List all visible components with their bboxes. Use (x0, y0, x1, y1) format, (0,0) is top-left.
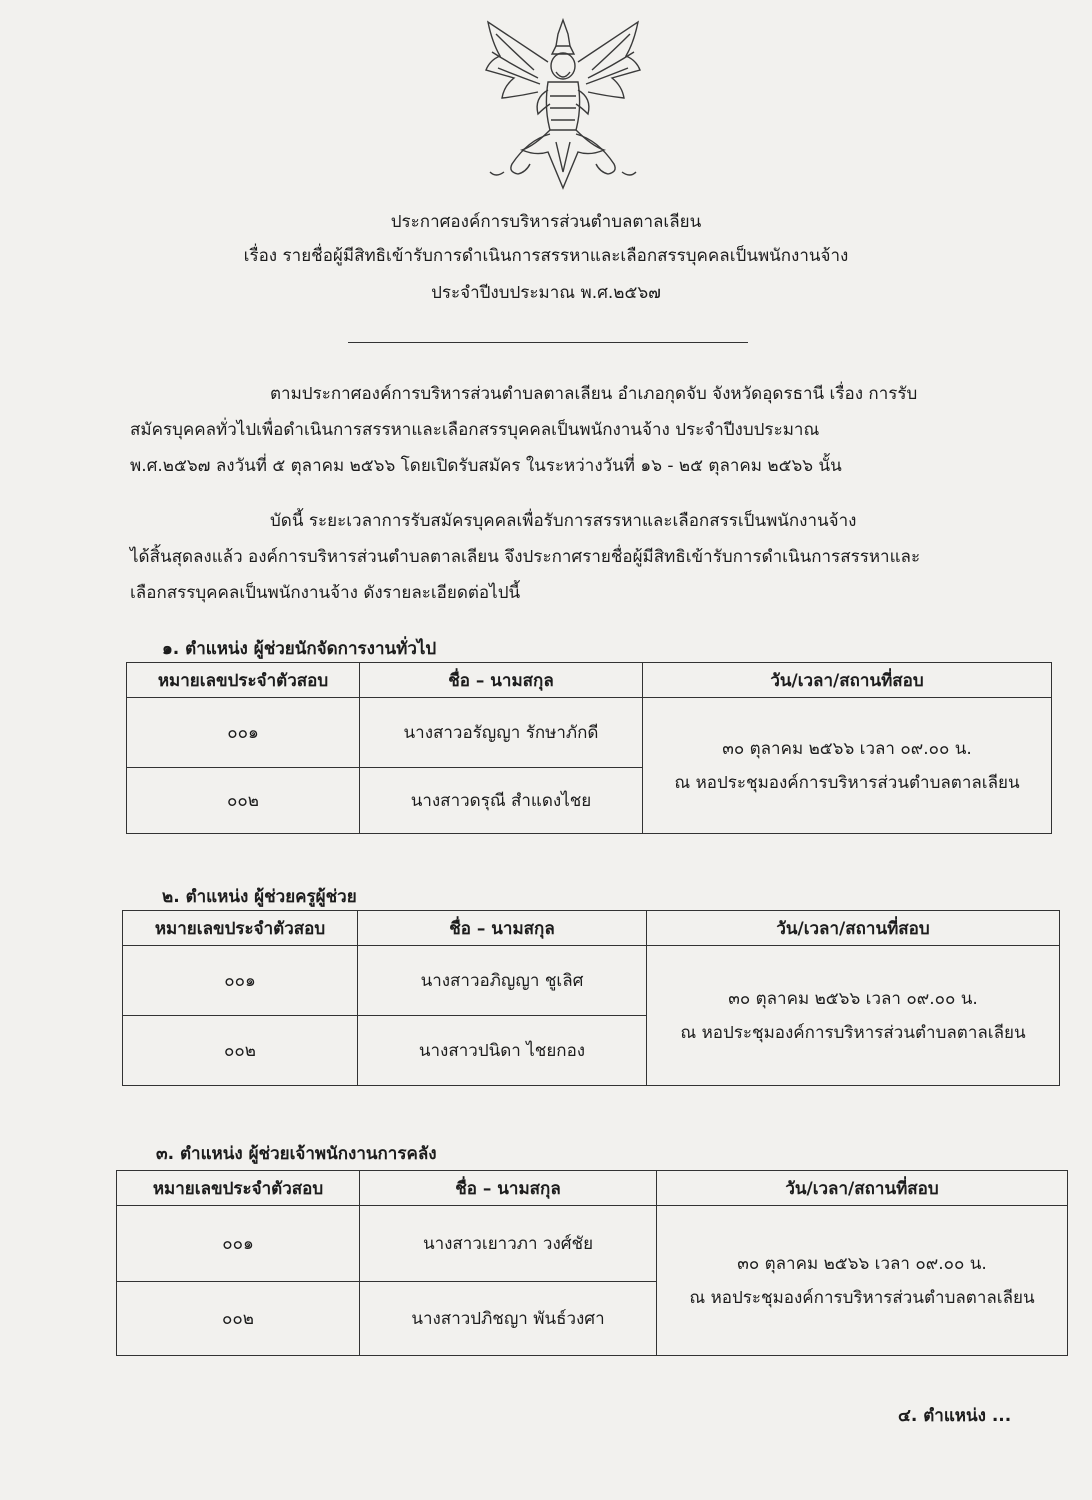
next-page-marker: ๔. ตำแหน่ง ... (898, 1406, 1012, 1426)
candidate-name: นางสาวปนิดา ไชยกอง (358, 1016, 647, 1086)
table-header-row (123, 911, 1060, 946)
section-2-title: ๒. ตำแหน่ง ผู้ช่วยครูผู้ช่วย (162, 887, 357, 907)
exam-id: ๐๐๒ (127, 768, 360, 834)
garuda-emblem-icon (478, 12, 648, 198)
section-1-title: ๑. ตำแหน่ง ผู้ช่วยนักจัดการงานทั่วไป (162, 639, 437, 659)
header-exam-id: หมายเลขประจำตัวสอบ (117, 1171, 360, 1206)
exam-id: ๐๐๒ (123, 1016, 358, 1086)
section-3-title: ๓. ตำแหน่ง ผู้ช่วยเจ้าพนักงานการคลัง (156, 1144, 437, 1164)
paragraph-2-line-3: เลือกสรรบุคคลเป็นพนักงานจ้าง ดังรายละเอียดต่อไปนี้ (130, 583, 521, 603)
table-row (117, 1206, 1068, 1282)
header-name: ชื่อ – นามสกุล (358, 911, 647, 946)
candidate-name: นางสาวอรัญญา รักษาภักดี (360, 698, 643, 768)
announcement-subject: เรื่อง รายชื่อผู้มีสิทธิเข้ารับการดำเนินการสรรหาและเลือกสรรบุคคลเป็นพนักงานจ้าง (243, 246, 849, 266)
exam-location: ณ หอประชุมองค์การบริหารส่วนตำบลตาลเลียน (689, 1287, 1035, 1308)
exam-id: ๐๐๑ (123, 946, 358, 1016)
section-1-table (126, 662, 1052, 834)
candidate-name: นางสาวปภิชญา พันธ์วงศา (360, 1282, 657, 1356)
paragraph-2 (130, 503, 1010, 611)
paragraph-1-line-2: สมัครบุคคลทั่วไปเพื่อดำเนินการสรรหาและเลือกสรรบุคคลเป็นพนักงานจ้าง ประจำปีงบประมาณ (130, 420, 820, 440)
paragraph-2-line-1: บัดนี้ ระยะเวลาการรับสมัครบุคคลเพื่อรับการสรรหาและเลือกสรรเป็นพนักงานจ้าง (270, 511, 857, 531)
header-exam-slot: วัน/เวลา/สถานที่สอบ (643, 663, 1052, 698)
header-divider (348, 342, 748, 343)
table-header-row (127, 663, 1052, 698)
table-row (127, 698, 1052, 768)
header-exam-id: หมายเลขประจำตัวสอบ (127, 663, 360, 698)
paragraph-2-line-2: ได้สิ้นสุดลงแล้ว องค์การบริหารส่วนตำบลตาลเลียน จึงประกาศรายชื่อผู้มีสิทธิเข้ารับการดำเนินการสรรหาและ (130, 547, 921, 567)
header-name: ชื่อ – นามสกุล (360, 663, 643, 698)
paragraph-1-line-1: ตามประกาศองค์การบริหารส่วนตำบลตาลเลียน อำเภอกุดจับ จังหวัดอุดรธานี เรื่อง การรับ (270, 384, 918, 404)
exam-slot (657, 1206, 1068, 1356)
exam-id: ๐๐๑ (117, 1206, 360, 1282)
paragraph-1 (130, 376, 1010, 484)
table-header-row (117, 1171, 1068, 1206)
header-exam-slot: วัน/เวลา/สถานที่สอบ (657, 1171, 1068, 1206)
header-exam-slot: วัน/เวลา/สถานที่สอบ (647, 911, 1060, 946)
paragraph-1-line-3: พ.ศ.๒๕๖๗ ลงวันที่ ๕ ตุลาคม ๒๕๖๖ โดยเปิดรับสมัคร ในระหว่างวันที่ ๑๖ - ๒๕ ตุลาคม ๒๕๖๖ นั้น (130, 456, 842, 476)
announcement-title: ประกาศองค์การบริหารส่วนตำบลตาลเลียน (390, 212, 702, 232)
exam-location: ณ หอประชุมองค์การบริหารส่วนตำบลตาลเลียน (680, 1022, 1026, 1043)
header-name: ชื่อ – นามสกุล (360, 1171, 657, 1206)
section-2-table (122, 910, 1060, 1086)
exam-id: ๐๐๒ (117, 1282, 360, 1356)
exam-date-time: ๓๐ ตุลาคม ๒๕๖๖ เวลา ๐๙.๐๐ น. (728, 988, 978, 1009)
header-exam-id: หมายเลขประจำตัวสอบ (123, 911, 358, 946)
exam-slot (643, 698, 1052, 834)
exam-location: ณ หอประชุมองค์การบริหารส่วนตำบลตาลเลียน (674, 772, 1020, 793)
exam-slot (647, 946, 1060, 1086)
candidate-name: นางสาวเยาวภา วงศ์ชัย (360, 1206, 657, 1282)
section-3-table (116, 1170, 1068, 1356)
exam-date-time: ๓๐ ตุลาคม ๒๕๖๖ เวลา ๐๙.๐๐ น. (722, 738, 972, 759)
fiscal-year: ประจำปีงบประมาณ พ.ศ.๒๕๖๗ (431, 283, 661, 303)
table-row (123, 946, 1060, 1016)
exam-date-time: ๓๐ ตุลาคม ๒๕๖๖ เวลา ๐๙.๐๐ น. (737, 1253, 987, 1274)
exam-id: ๐๐๑ (127, 698, 360, 768)
candidate-name: นางสาวดรุณี สำแดงไชย (360, 768, 643, 834)
candidate-name: นางสาวอภิญญา ชูเลิศ (358, 946, 647, 1016)
